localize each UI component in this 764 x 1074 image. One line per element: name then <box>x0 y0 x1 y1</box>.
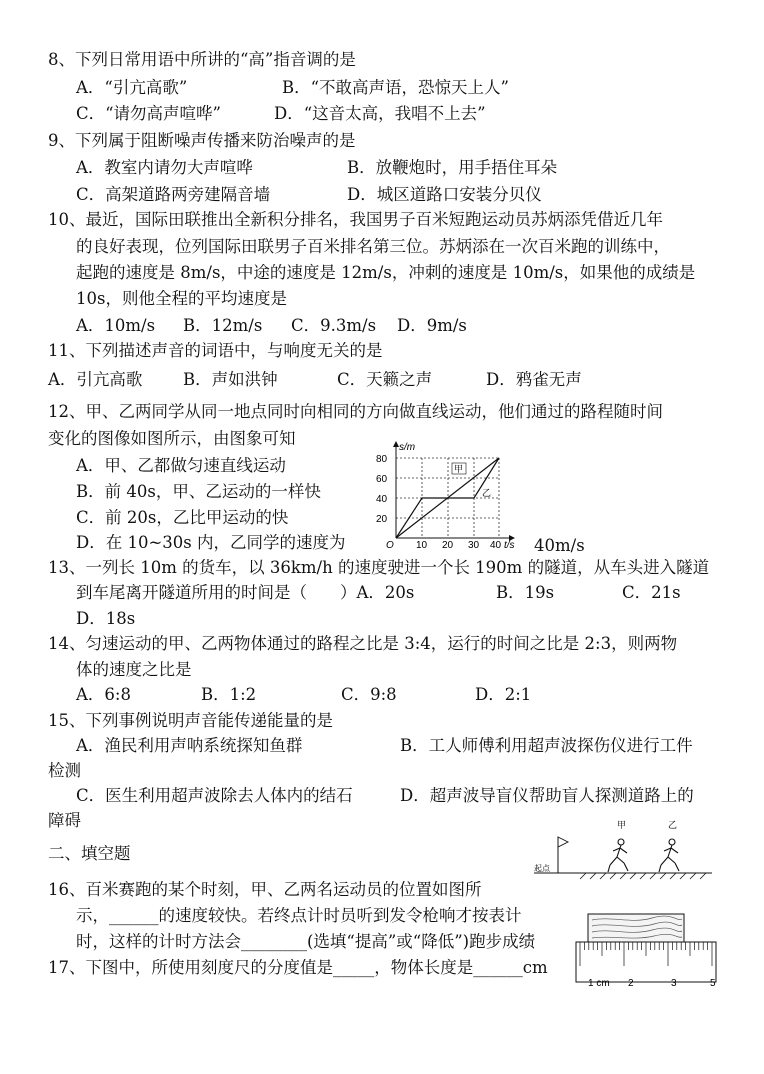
q15-option-c: C．医生利用超声波除去人体内的结石 <box>76 786 353 805</box>
graph-ytick: 40 <box>376 494 388 505</box>
graph-xtick: 20 <box>442 540 454 551</box>
q14-option-b: B．1:2 <box>201 685 257 704</box>
graph-xtick: 40 <box>490 540 502 551</box>
q10-line4: 10s，则他全程的平均速度是 <box>76 289 287 308</box>
q11-option-d: D．鸦雀无声 <box>486 370 582 389</box>
q11-option-c: C．天籁之声 <box>337 370 433 389</box>
q8-stem: 8、下列日常用语中所讲的“高”指音调的是 <box>48 50 356 69</box>
q13-line2: 到车尾离开隧道所用的时间是（ ）A．20s <box>76 583 415 602</box>
q13-line1: 13、一列长 10m 的货车，以 36km/h 的速度驶进一个长 190m 的隧道，从车头进入隧道 <box>48 558 710 577</box>
graph-ytick: 80 <box>376 454 388 465</box>
runner-yi-label: 乙 <box>668 820 678 830</box>
graph-ytick: 20 <box>376 514 388 525</box>
q15-option-b-cont: 检测 <box>48 761 81 780</box>
q12-line1: 12、甲、乙两同学从同一地点同时向相同的方向做直线运动，他们通过的路程随时间 <box>48 402 663 421</box>
race-runners-figure <box>524 815 714 885</box>
q11-stem: 11、下列描述声音的词语中，与响度无关的是 <box>48 341 383 360</box>
ruler-label: 1 cm <box>588 978 610 989</box>
q15-option-b: B．工人师傅利用超声波探伤仪进行工件 <box>400 736 693 755</box>
ruler-label: 5 <box>710 978 716 989</box>
distance-time-graph <box>364 436 534 551</box>
q13-option-b: B．19s <box>496 583 555 602</box>
q13-option-c: C．21s <box>622 583 681 602</box>
ruler-label: 2 <box>628 978 634 989</box>
graph-ytick: 60 <box>376 474 388 485</box>
q8-option-a: A．“引亢高歌” <box>76 78 188 97</box>
q10-line1: 10、最近，国际田联推出全新积分排名，我国男子百米短跑运动员苏炳添凭借近几年 <box>48 210 663 229</box>
q9-option-c: C．高架道路两旁建隔音墙 <box>76 185 271 204</box>
q13-option-d: D．18s <box>76 609 136 628</box>
q14-line2: 体的速度之比是 <box>76 660 192 679</box>
q16-line2: 示，______的速度较快。若终点计时员听到发令枪响才按表计 <box>76 906 522 925</box>
q15-option-d: D．超声波导盲仪帮助盲人探测道路上的 <box>400 786 694 805</box>
q10-option-d: D．9m/s <box>397 316 467 335</box>
runner-jia-label: 甲 <box>617 820 627 830</box>
q12-line2: 变化的图像如图所示，由图象可知 <box>48 429 296 448</box>
graph-label-yi: 乙 <box>482 488 492 498</box>
q10-line2: 的良好表现，位列国际田联男子百米排名第三位。苏炳添在一次百米跑的训练中， <box>76 237 670 256</box>
ruler-figure <box>572 908 722 990</box>
graph-origin: O <box>386 540 394 551</box>
q9-option-b: B．放鞭炮时，用手捂住耳朵 <box>347 158 558 177</box>
graph-ylabel: s/m <box>399 442 416 453</box>
q12-option-b: B．前 40s，甲、乙运动的一样快 <box>76 482 321 501</box>
runner-jia-icon <box>608 839 628 872</box>
q9-option-a: A．教室内请勿大声喧哗 <box>76 158 253 177</box>
q14-option-d: D．2:1 <box>475 685 532 704</box>
section-title: 二、填空题 <box>48 844 131 863</box>
runner-yi-icon <box>659 839 679 872</box>
q10-line3: 起跑的速度是 8m/s，中途的速度是 12m/s，冲刺的速度是 10m/s，如果他的成绩是 <box>76 263 696 282</box>
q14-line1: 14、匀速运动的甲、乙两物体通过的路程之比是 3:4，运行的时间之比是 2:3，则两物 <box>48 634 678 653</box>
q17-line1: 17、下图中，所使用刻度尺的分度值是_____，物体长度是______cm <box>48 958 548 977</box>
q10-option-c: C．9.3m/s <box>291 316 377 335</box>
graph-xtick: 10 <box>416 540 428 551</box>
graph-label-jia: 甲 <box>454 464 464 474</box>
q16-line3: 时，这样的计时方法会________(选填“提高”或“降低”)跑步成绩 <box>76 932 536 951</box>
q15-option-d-cont: 障碍 <box>48 811 81 830</box>
q14-option-c: C．9:8 <box>341 685 397 704</box>
q11-option-b: B．声如洪钟 <box>183 370 278 389</box>
graph-xtick: 30 <box>468 540 480 551</box>
q8-option-c: C．“请勿高声喧哗” <box>76 104 221 123</box>
q8-option-b: B．“不敢高声语，恐惊天上人” <box>282 78 509 97</box>
q10-option-a: A．10m/s <box>76 316 156 335</box>
q14-option-a: A．6:8 <box>76 685 131 704</box>
q15-option-a: A．渔民利用声呐系统探知鱼群 <box>76 736 303 755</box>
q10-option-b: B．12m/s <box>183 316 263 335</box>
q12-option-c: C．前 20s，乙比甲运动的快 <box>76 508 289 527</box>
q15-stem: 15、下列事例说明声音能传递能量的是 <box>48 711 333 730</box>
q8-option-d: D．“这音太高，我唱不上去” <box>274 104 486 123</box>
q16-line1: 16、百米赛跑的某个时刻，甲、乙两名运动员的位置如图所 <box>48 880 482 899</box>
ruler-label: 3 <box>671 978 677 989</box>
q11-option-a: A．引亢高歌 <box>48 370 143 389</box>
start-line-label: 起点 <box>534 864 550 873</box>
q9-stem: 9、下列属于阻断噪声传播来防治噪声的是 <box>48 131 356 150</box>
graph-xlabel: t/s <box>504 540 515 551</box>
q12-option-d: D．在 10~30s 内，乙同学的速度为 <box>76 533 346 552</box>
q9-option-d: D．城区道路口安装分贝仪 <box>347 185 542 204</box>
q12-option-a: A．甲、乙都做匀速直线运动 <box>76 456 286 475</box>
q12-option-d-tail: 40m/s <box>534 536 585 555</box>
